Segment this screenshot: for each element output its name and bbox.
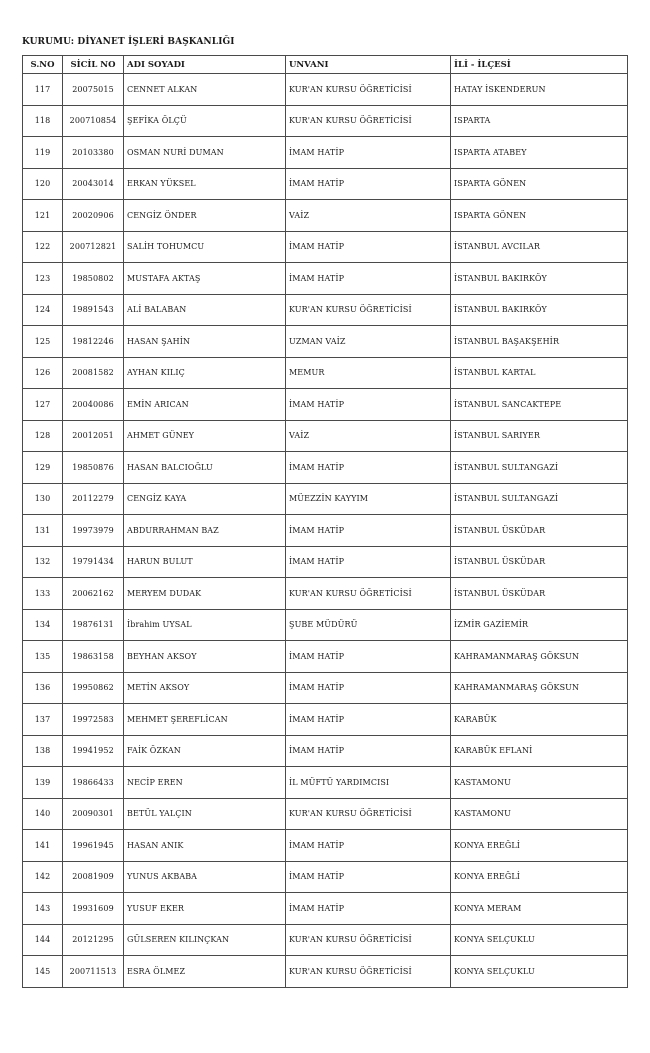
cell-name: BEYHAN AKSOY — [124, 641, 286, 673]
cell-name: GÜLSEREN KILINÇKAN — [124, 924, 286, 956]
cell-sicil-no: 200712821 — [63, 231, 124, 263]
cell-sicil-no: 19950862 — [63, 672, 124, 704]
cell-name: CENGİZ KAYA — [124, 483, 286, 515]
table-row — [23, 137, 628, 169]
table-row — [23, 200, 628, 232]
cell-name: CENGİZ ÖNDER — [124, 200, 286, 232]
cell-title: İMAM HATİP — [286, 389, 451, 421]
cell-sno: 140 — [23, 798, 63, 830]
cell-sicil-no: 20012051 — [63, 420, 124, 452]
cell-sicil-no: 20090301 — [63, 798, 124, 830]
cell-name: CENNET ALKAN — [124, 74, 286, 106]
table-header-row — [23, 56, 628, 74]
cell-location: İSTANBUL AVCILAR — [451, 231, 628, 263]
cell-sno: 129 — [23, 452, 63, 484]
cell-sno: 119 — [23, 137, 63, 169]
cell-sicil-no: 19891543 — [63, 294, 124, 326]
cell-title: MÜEZZİN KAYYIM — [286, 483, 451, 515]
cell-title: İMAM HATİP — [286, 137, 451, 169]
cell-sno: 126 — [23, 357, 63, 389]
cell-name: ŞEFİKA ÖLÇÜ — [124, 105, 286, 137]
cell-title: İMAM HATİP — [286, 893, 451, 925]
cell-location: İSTANBUL BAKIRKÖY — [451, 294, 628, 326]
cell-title: İMAM HATİP — [286, 830, 451, 862]
cell-sno: 130 — [23, 483, 63, 515]
cell-title: KUR'AN KURSU ÖĞRETİCİSİ — [286, 578, 451, 610]
table-row — [23, 452, 628, 484]
cell-title: KUR'AN KURSU ÖĞRETİCİSİ — [286, 74, 451, 106]
cell-sno: 143 — [23, 893, 63, 925]
cell-name: HASAN ANIK — [124, 830, 286, 862]
table-row — [23, 105, 628, 137]
cell-sno: 134 — [23, 609, 63, 641]
cell-location: KARABÜK EFLANİ — [451, 735, 628, 767]
cell-sicil-no: 19972583 — [63, 704, 124, 736]
cell-sicil-no: 19931609 — [63, 893, 124, 925]
cell-location: KONYA SELÇUKLU — [451, 956, 628, 988]
cell-title: İMAM HATİP — [286, 263, 451, 295]
cell-sno: 118 — [23, 105, 63, 137]
cell-sicil-no: 19973979 — [63, 515, 124, 547]
cell-sno: 120 — [23, 168, 63, 200]
table-row — [23, 546, 628, 578]
column-header-location: İLİ - İLÇESİ — [451, 56, 628, 74]
cell-sno: 138 — [23, 735, 63, 767]
cell-name: ESRA ÖLMEZ — [124, 956, 286, 988]
column-header-name: ADI SOYADI — [124, 56, 286, 74]
table-row — [23, 641, 628, 673]
personnel-table — [22, 55, 628, 988]
cell-name: EMİN ARICAN — [124, 389, 286, 421]
column-header-title: UNVANI — [286, 56, 451, 74]
cell-sicil-no: 19863158 — [63, 641, 124, 673]
cell-title: İMAM HATİP — [286, 168, 451, 200]
cell-name: ABDURRAHMAN BAZ — [124, 515, 286, 547]
cell-sno: 124 — [23, 294, 63, 326]
cell-sno: 117 — [23, 74, 63, 106]
table-row — [23, 74, 628, 106]
cell-sicil-no: 19941952 — [63, 735, 124, 767]
cell-sno: 125 — [23, 326, 63, 358]
table-row — [23, 294, 628, 326]
cell-location: İSTANBUL ÜSKÜDAR — [451, 515, 628, 547]
cell-name: BETÜL YALÇIN — [124, 798, 286, 830]
table-body — [23, 74, 628, 988]
cell-name: HASAN BALCIOĞLU — [124, 452, 286, 484]
cell-location: ISPARTA GÖNEN — [451, 168, 628, 200]
cell-name: YUSUF EKER — [124, 893, 286, 925]
cell-location: KONYA SELÇUKLU — [451, 924, 628, 956]
table-row — [23, 231, 628, 263]
cell-sicil-no: 20081909 — [63, 861, 124, 893]
table-row — [23, 798, 628, 830]
cell-sno: 142 — [23, 861, 63, 893]
cell-sno: 137 — [23, 704, 63, 736]
cell-location: İSTANBUL SULTANGAZİ — [451, 483, 628, 515]
cell-title: ŞUBE MÜDÜRÜ — [286, 609, 451, 641]
cell-title: İMAM HATİP — [286, 515, 451, 547]
cell-sicil-no: 20075015 — [63, 74, 124, 106]
cell-location: İSTANBUL SARIYER — [451, 420, 628, 452]
cell-location: İSTANBUL BAKIRKÖY — [451, 263, 628, 295]
cell-title: İMAM HATİP — [286, 704, 451, 736]
cell-title: KUR'AN KURSU ÖĞRETİCİSİ — [286, 956, 451, 988]
cell-location: KONYA EREĞLİ — [451, 830, 628, 862]
cell-location: KARABÜK — [451, 704, 628, 736]
table-row — [23, 168, 628, 200]
cell-location: İSTANBUL ÜSKÜDAR — [451, 578, 628, 610]
cell-location: KAHRAMANMARAŞ GÖKSUN — [451, 672, 628, 704]
cell-sno: 131 — [23, 515, 63, 547]
cell-location: KONYA MERAM — [451, 893, 628, 925]
cell-sicil-no: 20121295 — [63, 924, 124, 956]
cell-name: NECİP EREN — [124, 767, 286, 799]
cell-location: KASTAMONU — [451, 767, 628, 799]
cell-location: İSTANBUL SANCAKTEPE — [451, 389, 628, 421]
column-header-sno: S.NO — [23, 56, 63, 74]
cell-title: İMAM HATİP — [286, 452, 451, 484]
cell-name: AHMET GÜNEY — [124, 420, 286, 452]
cell-location: İSTANBUL KARTAL — [451, 357, 628, 389]
cell-title: İMAM HATİP — [286, 861, 451, 893]
cell-sno: 139 — [23, 767, 63, 799]
cell-name: METİN AKSOY — [124, 672, 286, 704]
cell-name: ERKAN YÜKSEL — [124, 168, 286, 200]
cell-sicil-no: 20040086 — [63, 389, 124, 421]
cell-name: FAİK ÖZKAN — [124, 735, 286, 767]
cell-sno: 132 — [23, 546, 63, 578]
cell-name: SALİH TOHUMCU — [124, 231, 286, 263]
table-row — [23, 830, 628, 862]
table-row — [23, 704, 628, 736]
institution-header: KURUMU: DİYANET İŞLERİ BAŞKANLIĞI — [22, 37, 235, 47]
cell-location: ISPARTA — [451, 105, 628, 137]
cell-sno: 123 — [23, 263, 63, 295]
cell-sicil-no: 20062162 — [63, 578, 124, 610]
table-row — [23, 672, 628, 704]
cell-sicil-no: 19866433 — [63, 767, 124, 799]
cell-location: İSTANBUL ÜSKÜDAR — [451, 546, 628, 578]
table-row — [23, 893, 628, 925]
cell-sicil-no: 19791434 — [63, 546, 124, 578]
cell-sno: 127 — [23, 389, 63, 421]
cell-sicil-no: 200710854 — [63, 105, 124, 137]
table-row — [23, 357, 628, 389]
table-row — [23, 735, 628, 767]
cell-location: ISPARTA ATABEY — [451, 137, 628, 169]
cell-name: HASAN ŞAHİN — [124, 326, 286, 358]
cell-title: İMAM HATİP — [286, 641, 451, 673]
cell-sicil-no: 19850802 — [63, 263, 124, 295]
cell-location: İZMİR GAZİEMİR — [451, 609, 628, 641]
cell-title: KUR'AN KURSU ÖĞRETİCİSİ — [286, 105, 451, 137]
cell-sno: 144 — [23, 924, 63, 956]
cell-name: YUNUS AKBABA — [124, 861, 286, 893]
cell-name: ALİ BALABAN — [124, 294, 286, 326]
table-row — [23, 515, 628, 547]
table-row — [23, 924, 628, 956]
cell-title: KUR'AN KURSU ÖĞRETİCİSİ — [286, 798, 451, 830]
cell-name: İbrahim UYSAL — [124, 609, 286, 641]
table-row — [23, 578, 628, 610]
cell-location: İSTANBUL BAŞAKŞEHİR — [451, 326, 628, 358]
cell-title: KUR'AN KURSU ÖĞRETİCİSİ — [286, 924, 451, 956]
cell-title: KUR'AN KURSU ÖĞRETİCİSİ — [286, 294, 451, 326]
cell-name: MUSTAFA AKTAŞ — [124, 263, 286, 295]
cell-title: MEMUR — [286, 357, 451, 389]
table-row — [23, 609, 628, 641]
cell-name: HARUN BULUT — [124, 546, 286, 578]
cell-title: İMAM HATİP — [286, 546, 451, 578]
table-row — [23, 767, 628, 799]
table-row — [23, 326, 628, 358]
cell-sno: 122 — [23, 231, 63, 263]
table-row — [23, 861, 628, 893]
cell-sno: 133 — [23, 578, 63, 610]
cell-location: KASTAMONU — [451, 798, 628, 830]
cell-sno: 136 — [23, 672, 63, 704]
column-header-sicil-no: SİCİL NO — [63, 56, 124, 74]
cell-name: MERYEM DUDAK — [124, 578, 286, 610]
cell-name: AYHAN KILIÇ — [124, 357, 286, 389]
cell-sno: 145 — [23, 956, 63, 988]
cell-title: İMAM HATİP — [286, 735, 451, 767]
cell-title: VAİZ — [286, 200, 451, 232]
cell-location: ISPARTA GÖNEN — [451, 200, 628, 232]
cell-sno: 141 — [23, 830, 63, 862]
cell-location: HATAY İSKENDERUN — [451, 74, 628, 106]
cell-location: KONYA EREĞLİ — [451, 861, 628, 893]
table-row — [23, 263, 628, 295]
cell-sicil-no: 19850876 — [63, 452, 124, 484]
table-row — [23, 389, 628, 421]
cell-title: VAİZ — [286, 420, 451, 452]
cell-sicil-no: 20103380 — [63, 137, 124, 169]
cell-title: İL MÜFTÜ YARDIMCISI — [286, 767, 451, 799]
cell-sicil-no: 19812246 — [63, 326, 124, 358]
cell-sicil-no: 19961945 — [63, 830, 124, 862]
cell-location: KAHRAMANMARAŞ GÖKSUN — [451, 641, 628, 673]
cell-location: İSTANBUL SULTANGAZİ — [451, 452, 628, 484]
cell-name: OSMAN NURİ DUMAN — [124, 137, 286, 169]
cell-title: UZMAN VAİZ — [286, 326, 451, 358]
cell-sno: 128 — [23, 420, 63, 452]
table-row — [23, 956, 628, 988]
cell-sicil-no: 20081582 — [63, 357, 124, 389]
cell-sicil-no: 20020906 — [63, 200, 124, 232]
cell-sno: 135 — [23, 641, 63, 673]
cell-name: MEHMET ŞEREFLİCAN — [124, 704, 286, 736]
cell-sicil-no: 200711513 — [63, 956, 124, 988]
cell-sno: 121 — [23, 200, 63, 232]
cell-sicil-no: 20043014 — [63, 168, 124, 200]
cell-sicil-no: 20112279 — [63, 483, 124, 515]
cell-title: İMAM HATİP — [286, 672, 451, 704]
cell-sicil-no: 19876131 — [63, 609, 124, 641]
cell-title: İMAM HATİP — [286, 231, 451, 263]
table-row — [23, 483, 628, 515]
table-row — [23, 420, 628, 452]
